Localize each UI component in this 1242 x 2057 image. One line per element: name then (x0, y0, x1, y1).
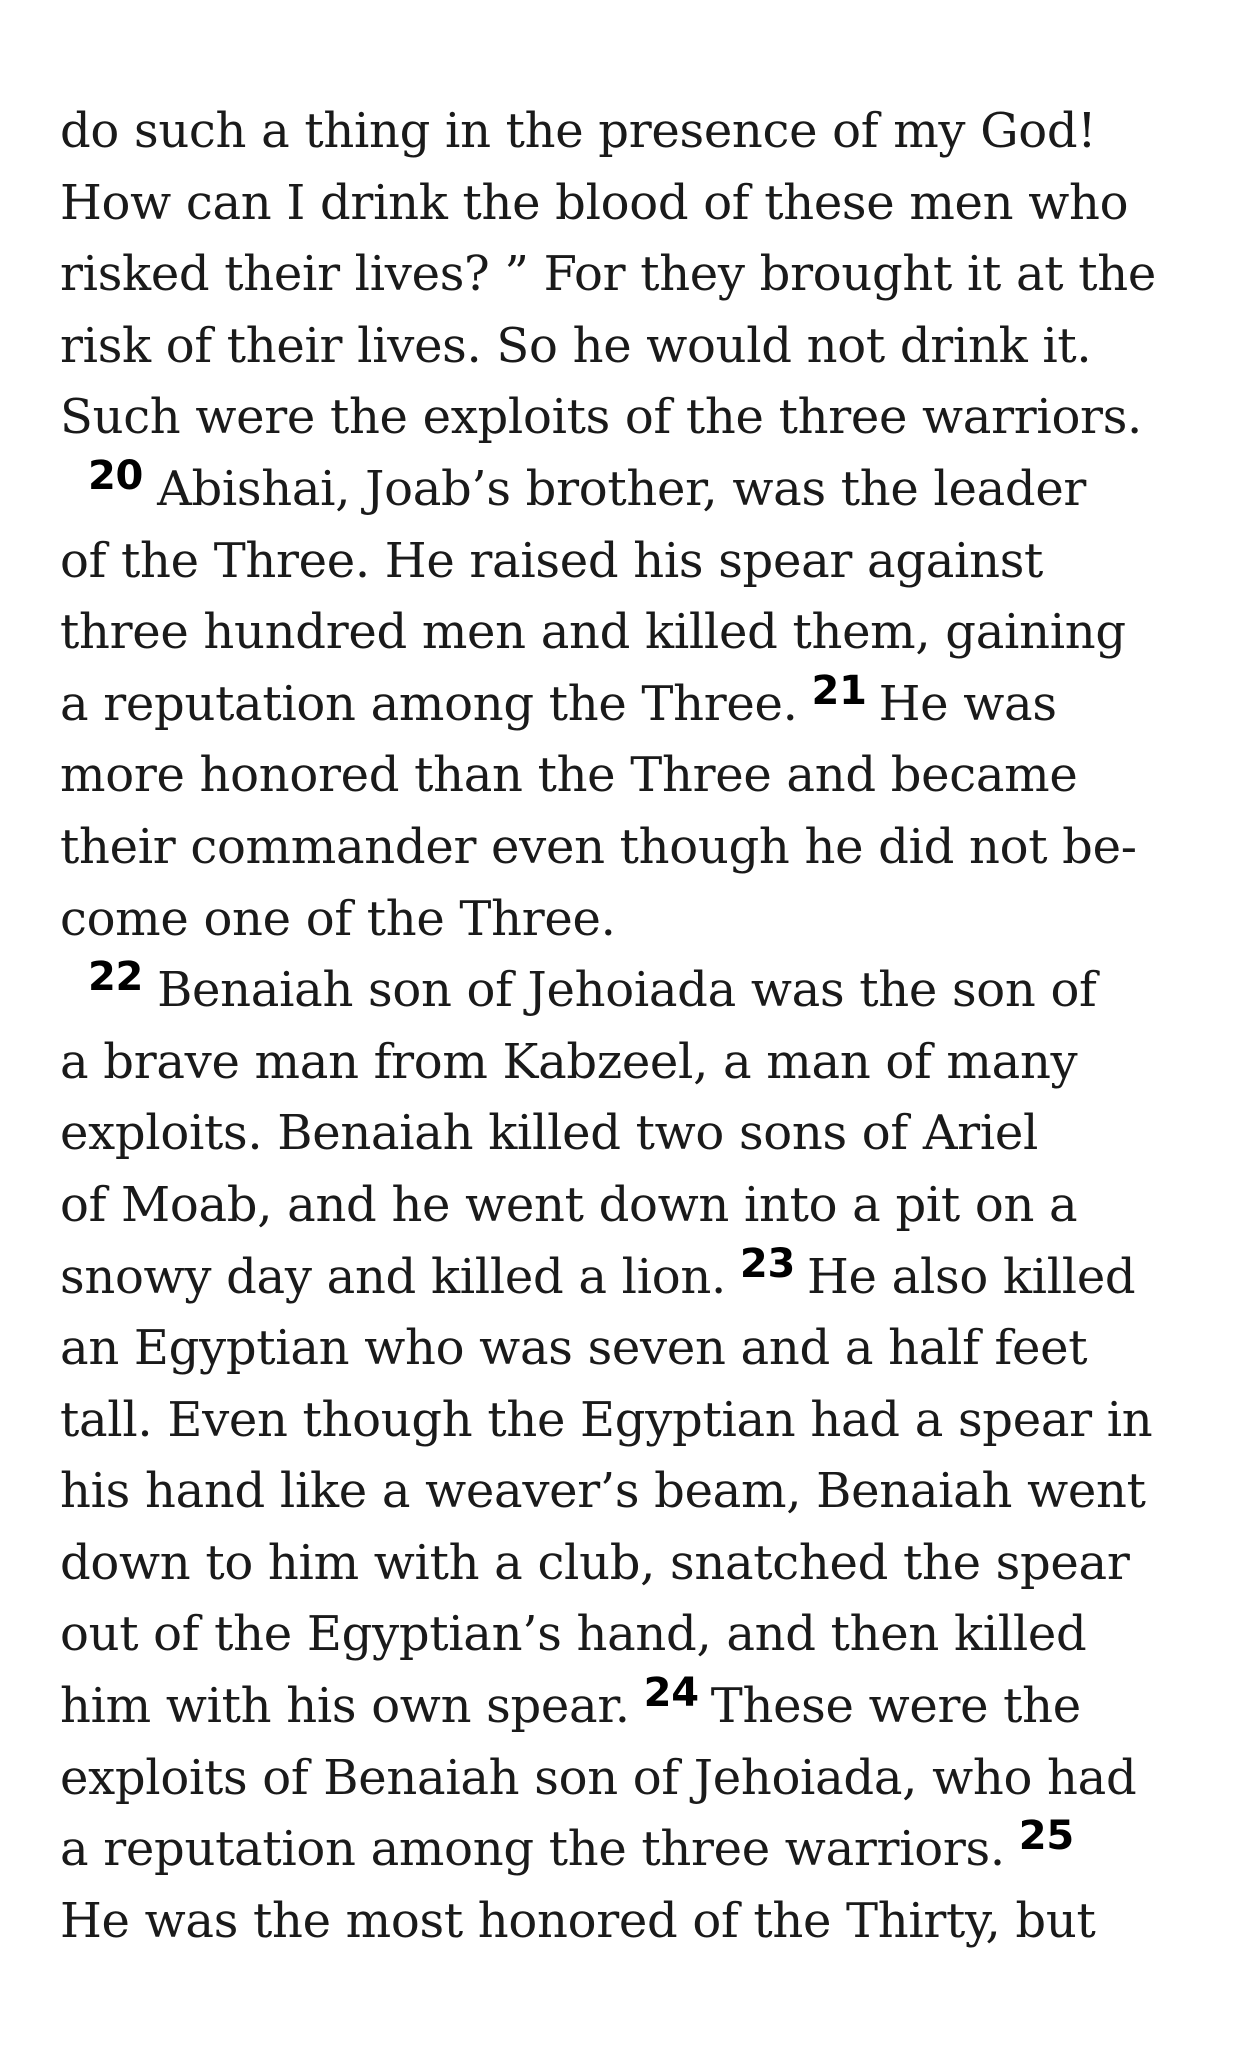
text-line: a brave man from Kabzeel, a man of many (60, 1033, 1078, 1090)
text-line: risk of their lives. So he would not drink it. (60, 317, 1092, 374)
verse-number-24: 24 (643, 1670, 699, 1717)
verse-text: Benaiah son of Jehoiada was the son of (157, 962, 1097, 1019)
verse-number-21: 21 (811, 667, 867, 714)
text-line: Such were the exploits of the three warriors. (60, 389, 1142, 446)
scripture-text (60, 96, 1190, 1957)
text-line (60, 454, 1190, 526)
text-line: their commander even though he did not be- (60, 818, 1137, 875)
verse-number-20: 20 (88, 452, 144, 499)
text-line (60, 1242, 1190, 1314)
verse-number-23: 23 (739, 1240, 795, 1287)
verse-text: him with his own spear. (60, 1678, 630, 1735)
text-line: come one of the Three. (60, 890, 616, 947)
verse-text: snowy day and killed a lion. (60, 1248, 726, 1305)
text-line (60, 1814, 1190, 1886)
text-line: exploits of Benaiah son of Jehoiada, who had (60, 1749, 1137, 1806)
text-line: exploits. Benaiah killed two sons of Ariel (60, 1105, 1039, 1162)
verse-text: He also killed (807, 1248, 1136, 1305)
text-line: down to him with a club, snatched the spear (60, 1534, 1130, 1591)
text-line: out of the Egyptian’s hand, and then killed (60, 1606, 1087, 1663)
text-line: risked their lives? ” For they brought it at the (60, 246, 1156, 303)
verse-text: Abishai, Joab’s brother, was the leader (157, 460, 1087, 517)
text-line: more honored than the Three and became (60, 747, 1078, 804)
text-line: He was the most honored of the Thirty, but (60, 1892, 1096, 1949)
text-line: How can I drink the blood of these men who (60, 174, 1129, 231)
text-line (60, 669, 1190, 741)
text-line (60, 1671, 1190, 1743)
text-line: of the Three. He raised his spear against (60, 532, 1044, 589)
verse-text: These were the (710, 1678, 1081, 1735)
text-line: three hundred men and killed them, gaining (60, 604, 1126, 661)
text-line: his hand like a weaver’s beam, Benaiah went (60, 1463, 1146, 1520)
text-line: do such a thing in the presence of my God! (60, 103, 1097, 159)
verse-number-25: 25 (1018, 1813, 1074, 1860)
verse-number-22: 22 (88, 954, 144, 1001)
verse-text: a reputation among the Three. (60, 675, 798, 732)
verse-text: a reputation among the three warriors. (60, 1821, 1005, 1878)
text-line: tall. Even though the Egyptian had a spear in (60, 1391, 1153, 1448)
text-line (60, 955, 1190, 1027)
text-line: of Moab, and he went down into a pit on a (60, 1176, 1078, 1233)
text-line: an Egyptian who was seven and a half feet (60, 1320, 1088, 1377)
verse-text: He was (878, 675, 1057, 732)
